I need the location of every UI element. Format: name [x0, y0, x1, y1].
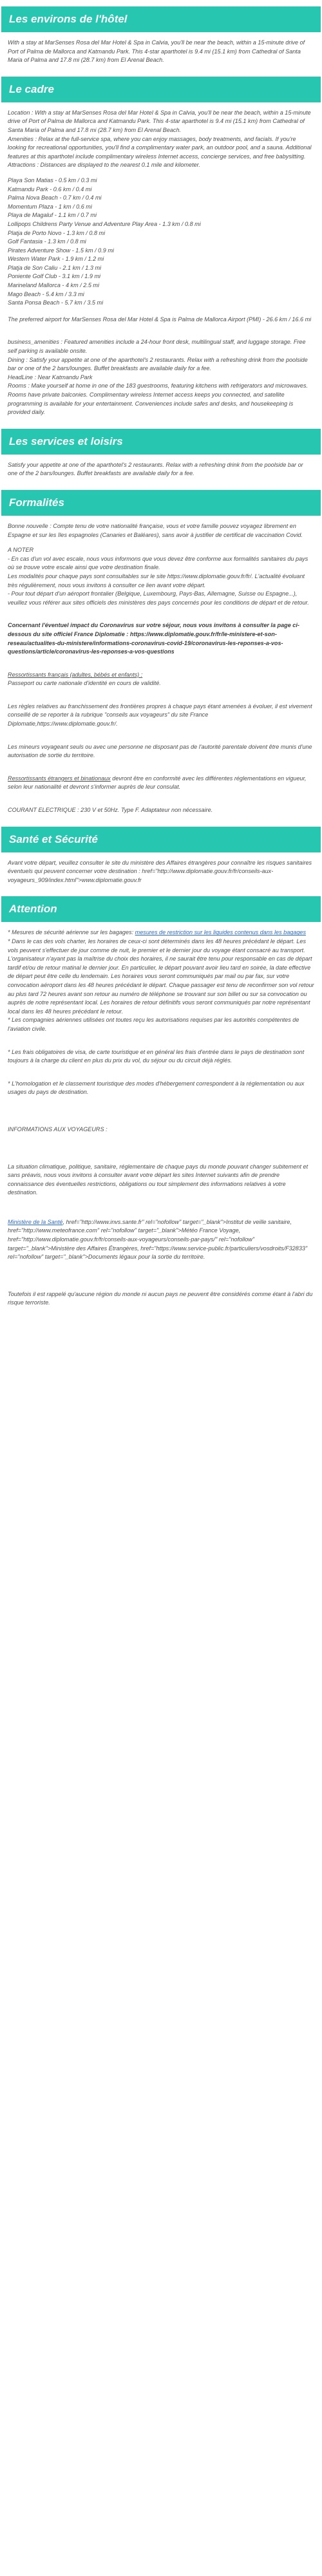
ministry-health-link[interactable]: Ministère de la Santé — [8, 1218, 63, 1225]
formalites-anoter-1: - En cas d'un vol avec escale, nous vous informons que vous devez être conforme aux formalités sanitaires du pays où se trouve votre escale ainsi que votre destination finale. — [8, 555, 308, 571]
formalites-intro: Bonne nouvelle : Compte tenu de votre nationalité française, vous et votre famille pouvez voyagez librement en Espagne et sur les îles espagnoles (Canaries et Baléares), sans avoir à justifier de certificat de vaccination Covid. — [8, 522, 303, 538]
attention-m1-prefix: * Mesures de sécurité aérienne sur les bagages: — [8, 929, 135, 936]
distance-item: Mago Beach - 5.4 km / 3.3 mi — [8, 290, 84, 297]
cadre-business: business_amenities : Featured amenities include a 24-hour front desk, multilingual staff, and luggage storage. Free self parking is available onsite. — [8, 339, 306, 355]
cadre-title: Le cadre — [1, 77, 321, 102]
sante-section — [0, 859, 322, 885]
formalites-section — [0, 522, 322, 815]
services-text: Satisfy your appetite at one of the aparthotel's 2 restaurants. Relax with a refreshing drink from the poolside bar or one of the 2 bars/lounges. Buffet breakfasts are available daily for a fee. — [8, 461, 303, 477]
environs-text: With a stay at MarSenses Rosa del Mar Hotel & Spa in Calvia, you'll be near the beach, within a 15-minute drive of Port of Palma de Mallorca and Katmandu Park. This 4-star aparthotel is 9.4 mi (15.1 km) from Cathedral of Santa Maria of Palma and 17.8 mi (28.7 km) from El Arenal Beach. — [8, 39, 305, 64]
cadre-section — [0, 109, 322, 417]
attention-m5: * L'homologation et le classement touristique des modes d'hébergement correspondent à la réglementation ou aux usages du pays de destination. — [8, 1080, 305, 1096]
cadre-location: Location : With a stay at MarSenses Rosa del Mar Hotel & Spa in Calvia, you'll be near the beach, within a 15-minute drive of Port of Palma de Mallorca and Katmandu Park. This 4-star aparthotel is 9.4 mi (15.1 km) from Cathedral of Santa Maria of Palma and 17.8 mi (28.7 km) from El Arenal Beach. — [8, 109, 311, 133]
formalites-title: Formalités — [1, 490, 321, 516]
distance-item: Platja de Porto Novo - 1.3 km / 0.8 mi — [8, 229, 106, 236]
attention-m1 — [8, 928, 314, 937]
distance-item: Santa Ponsa Beach - 5.7 km / 3.5 mi — [8, 299, 104, 306]
distance-item: Golf Fantasia - 1.3 km / 0.8 mi — [8, 238, 86, 245]
formalites-current: COURANT ELECTRIQUE : 230 V et 50Hz. Type F. Adaptateur non nécessaire. — [8, 807, 213, 814]
distance-item: Platja de Son Caliu - 2.1 km / 1.3 mi — [8, 264, 102, 271]
sante-title: Santé et Sécurité — [1, 827, 321, 852]
formalites-foreign-label: Ressortissants étrangers et binationaux — [8, 775, 111, 782]
distance-item: Katmandu Park - 0.6 km / 0.4 mi — [8, 185, 92, 193]
formalites-anoter-3: - Pour tout départ d'un aéroport frontalier (Belgique, Luxembourg, Pays-Bas, Allemagne, Suisse ou Espagne...), veuillez vous référer aux sites officiels des ministères des pays concernés pour les conditions de départ et de retour. — [8, 590, 309, 606]
formalites-rules: Les règles relatives au franchissement des frontières propres à chaque pays étant amenées à évoluer, il est vivement conseillé de se reporter à la rubrique "conseils aux voyageurs" du site France Diplomatie,https://www.diplomatie.gouv.fr/. — [8, 702, 312, 728]
cadre-airport: The preferred airport for MarSenses Rosa del Mar Hotel & Spa is Palma de Mallorca Airport (PMI) - 26.6 km / 16.6 mi — [8, 315, 312, 323]
attention-info-text: La situation climatique, politique, sanitaire, réglementaire de chaque pays du monde pouvant changer subitement et sans préavis, nous vous invitons à consulter avant votre départ les sites Internet suivants afin de prendre connaissance des éventuelles restrictions, obligations ou tout simplement des informations relatives à votre destination. — [8, 1163, 308, 1196]
distance-item: Momentum Plaza - 1 km / 0.6 mi — [8, 203, 92, 210]
formalites-covid: Concernant l'éventuel impact du Coronavirus sur votre séjour, nous vous invitons à consulter la page ci-dessous du site officiel France Diplomatie : https://www.diplomatie.gouv.fr/fr/le-ministere-et-son-reseau/actualites-du-ministere/informations-coronavirus-covid-19/coronavirus-les-reponses-a-vos-questions/article/coronavirus-les-reponses-a-vos-questions — [8, 622, 299, 655]
formalites-minors: Les mineurs voyageant seuls ou avec une personne ne disposant pas de l'autorité parentale doivent être munis d'une autorisation de sortie du territoire. — [8, 743, 312, 759]
formalites-foreign — [8, 775, 314, 792]
distance-item: Western Water Park - 1.9 km / 1.2 mi — [8, 256, 104, 263]
formalites-fr-label: Ressortissants français (adultes, bébés et enfants) : — [8, 671, 143, 678]
liquids-restriction-link[interactable]: mesures de restriction sur les liquides contenus dans les bagages — [135, 929, 307, 936]
formalites-fr-text: Passeport ou carte nationale d'identité en cours de validité. — [8, 680, 161, 687]
environs-section — [0, 39, 322, 65]
distance-item: Palma Nova Beach - 0.7 km / 0.4 mi — [8, 194, 102, 202]
services-section — [0, 461, 322, 478]
attention-m3: * Les compagnies aériennes utilisées ont toutes reçu les autorisations requises par les autorités compétentes de l'aviation civile. — [8, 1017, 299, 1032]
formalites-anoter-label: A NOTER — [8, 547, 34, 554]
attention-ministry-text: , href="http://www.invs.sante.fr" rel="nofollow" target="_blank">Institut de veille sanitaire, href="http://www.meteofrance.com" rel="nofollow" target="_blank">Météo France Voyage, href="http://www.diplomatie.gouv.fr/fr/conseils-aux-voyageurs/conseils-par-pays/" rel="nofollow" target="_blank">Ministère des Affaires Étrangères, href="https://www.service-public.fr/particuliers/vosdroits/F32833" rel="nofollow" target="_blank">Documents légaux pour la sortie du territoire. — [8, 1218, 308, 1261]
distance-item: Playa de Magaluf - 1.1 km / 0.7 mi — [8, 212, 97, 219]
formalites-foreign-text: devront être en conformité avec les différentes réglementations en vigueur, selon leur nationalité et devront s'informer auprès de leur consulat. — [8, 775, 307, 791]
attention-m2: * Dans le cas des vols charter, les horaires de ceux-ci sont déterminés dans les 48 heures précédant le départ. Les vols peuvent s'effectuer de jour comme de nuit, le premier et le dernier jour du voyage étant consacré au transport. L'organisateur n'ayant pas la maîtrise du choix des horaires, il ne saurait être tenu pour responsable en cas de départ tardif et/ou de retour matinal le dernier jour. En particulier, le départ pouvant avoir lieu tard en soirée, la date effective de départ peut être celle du lendemain. Les horaires vous seront communiqués par mail ou par fax, sur votre convocation aéroport dans les 48 heures précédant le départ. Chaque passager est tenu de reconfirmer son vol retour au plus tard 72 heures avant son retour au numéro de téléphone se trouvant sur son billet ou sur sa convocation ou auprès de notre représentant local. Les horaires de retour définitifs vous seront communiqués par notre représentant local dans les 48 heures précédant le retour. — [8, 938, 314, 1015]
formalites-anoter-2: Les modalités pour chaque pays sont consultables sur le site https://www.diplomatie.gouv.fr/fr/. L'actualité évoluant très régulièrement, nous vous invitons à consulter ce lien avant votre départ. — [8, 572, 305, 588]
attention-ministry — [8, 1218, 314, 1262]
attention-info-title: INFORMATIONS AUX VOYAGEURS : — [8, 1125, 108, 1133]
environs-title: Les environs de l'hôtel — [1, 6, 321, 32]
services-title: Les services et loisirs — [1, 429, 321, 455]
cadre-headline: HeadLine : Near Katmandu Park — [8, 373, 93, 381]
distance-item: Poniente Golf Club - 3.1 km / 1.9 mi — [8, 273, 101, 280]
distance-item: Lollipops Childrens Party Venue and Adventure Play Area - 1.3 km / 0.8 mi — [8, 220, 201, 227]
distance-list — [8, 176, 314, 308]
distance-item: Pirates Adventure Show - 1.5 km / 0.9 mi — [8, 247, 114, 254]
cadre-amenities: Amenities : Relax at the full-service spa, where you can enjoy massages, body treatments, and facials. If you're looking for recreational opportunities, you'll find a complimentary water park, an outdoor pool, and a sauna. Additional features at this aparthotel include complimentary wireless Internet access, concierge services, and free babysitting. — [8, 135, 312, 160]
cadre-dining: Dining : Satisfy your appetite at one of the aparthotel's 2 restaurants. Relax with a refreshing drink from the poolside bar or one of the 2 bars/lounges. Buffet breakfasts are available daily for a fee. — [8, 356, 308, 372]
attention-title: Attention — [1, 896, 321, 922]
attention-m4: * Les frais obligatoires de visa, de carte touristique et en général les frais d'entrée dans le pays de destination sont toujours à la charge du client en plus du prix du vol, du séjour ou du circuit déjà réglés. — [8, 1048, 305, 1064]
attention-final: Toutefois il est rappelé qu'aucune région du monde ni aucun pays ne peuvent être considérés comme étant à l'abri du risque terroriste. — [8, 1290, 313, 1306]
distance-item: Playa Son Matias - 0.5 km / 0.3 mi — [8, 176, 97, 183]
sante-text: Avant votre départ, veuillez consulter le site du ministère des Affaires étrangères pour connaître les risques sanitaires éventuels qui peuvent concerner votre destination : href="http://www.diplomatie.gouv.fr/fr/conseils-aux-voyageurs_909/index.html">www.diplomatie.gouv.fr — [8, 859, 312, 883]
cadre-rooms: Rooms : Make yourself at home in one of the 183 guestrooms, featuring kitchens with refrigerators and microwaves. Rooms have private balconies. Complimentary wireless Internet access keeps you connected, and satellite programming is available for your entertainment. Conveniences include safes and desks, and housekeeping is provided daily. — [8, 382, 308, 416]
attention-section — [0, 928, 322, 1308]
cadre-attractions: Attractions : Distances are displayed to the nearest 0.1 mile and kilometer. — [8, 162, 200, 169]
page — [0, 6, 322, 1308]
distance-item: Marineland Mallorca - 4 km / 2.5 mi — [8, 282, 100, 289]
